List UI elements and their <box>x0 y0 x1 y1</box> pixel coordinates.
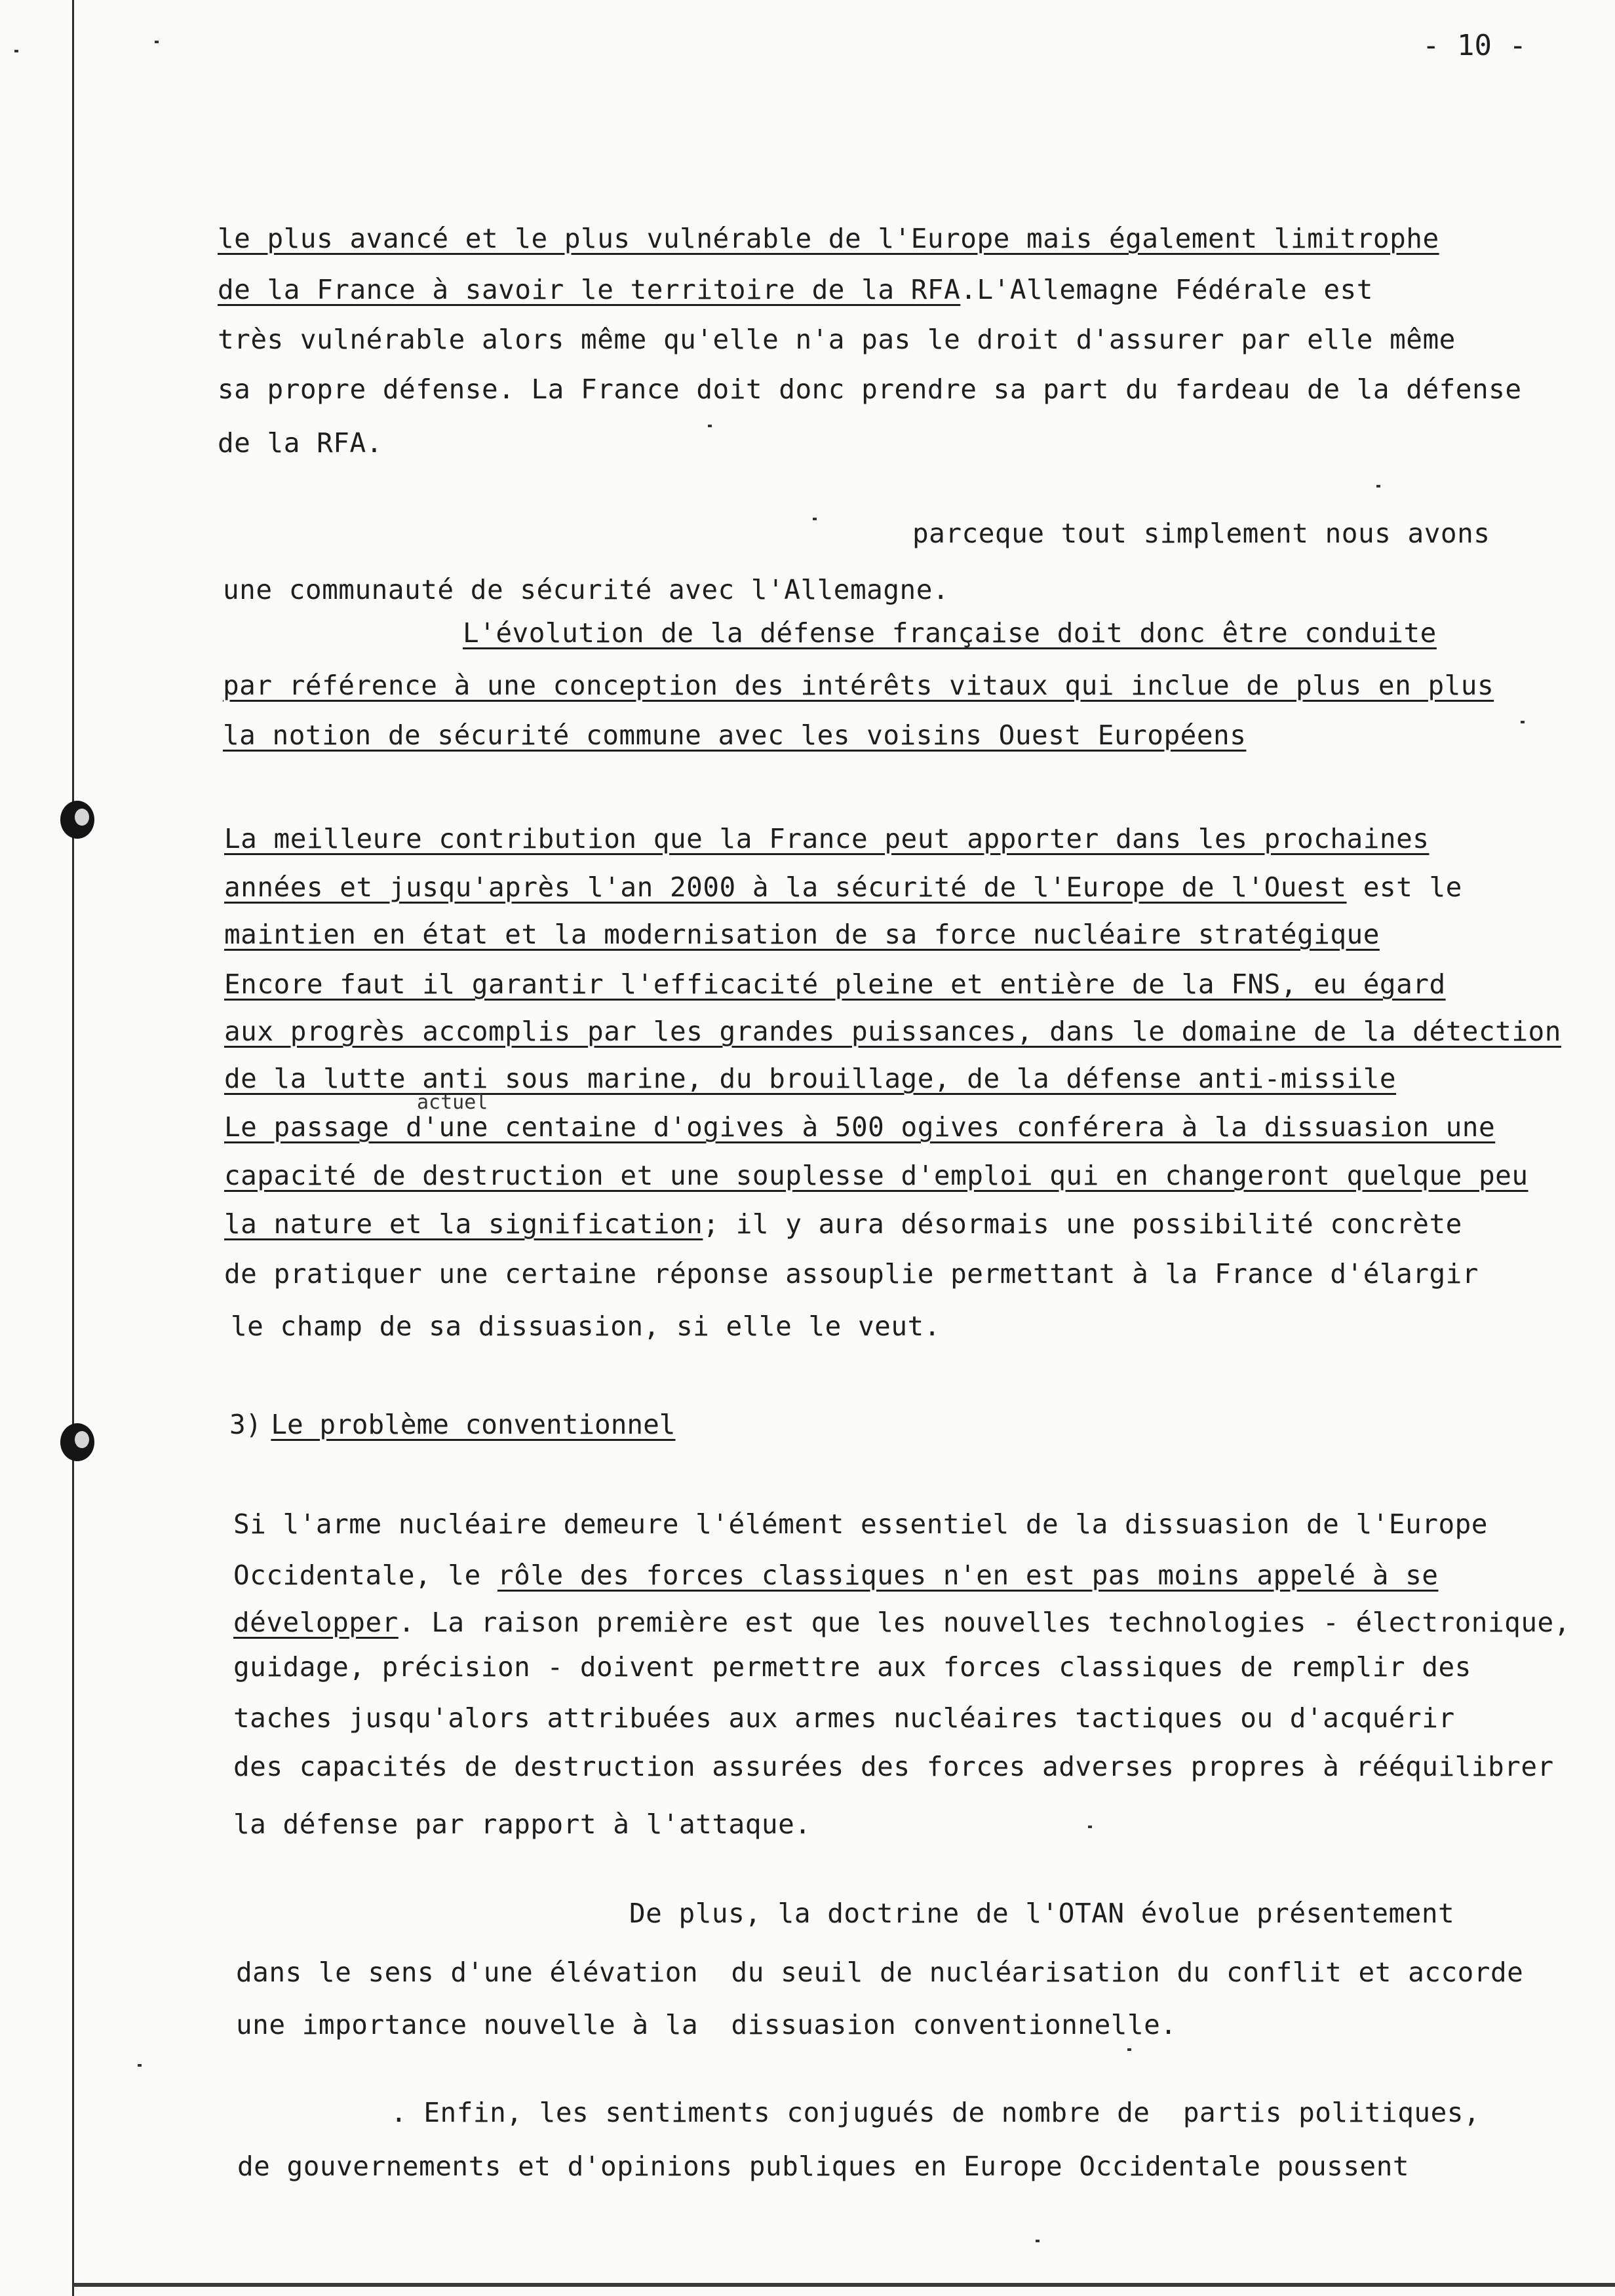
text-line: L'évolution de la défense française doit donc être conduite <box>463 617 1437 649</box>
text-line <box>233 1559 1438 1591</box>
text-line: capacité de destruction et une souplesse d'emploi qui en changeront quelque peu <box>224 1160 1528 1191</box>
text-line: maintien en état et la modernisation de sa force nucléaire stratégique <box>224 919 1380 950</box>
section-title: Le problème conventionnel <box>271 1409 676 1440</box>
text-line <box>224 871 1462 903</box>
text-line: Le passage d'une centaine d'ogives à 500 ogives conférera à la dissuasion une <box>224 1111 1496 1143</box>
text-line: de pratiquer une certaine réponse assouplie permettant à la France d'élargir <box>224 1258 1479 1290</box>
text-line: guidage, précision - doivent permettre aux forces classiques de remplir des <box>233 1651 1471 1683</box>
text-line: de la RFA. <box>218 427 383 459</box>
text-line: aux progrès accomplis par les grandes puissances, dans le domaine de la détection <box>224 1016 1561 1047</box>
text-line: parceque tout simplement nous avons <box>912 518 1490 549</box>
text-line: de gouvernements et d'opinions publiques en Europe Occidentale poussent <box>237 2151 1410 2182</box>
text-line: dans le sens d'une élévation du seuil de nucléarisation du conflit et accorde <box>236 1957 1524 1988</box>
text-line: la défense par rapport à l'attaque. <box>233 1808 811 1840</box>
scan-speck <box>14 50 18 52</box>
page-number: - 10 - <box>1422 29 1527 62</box>
scan-speck <box>813 518 817 520</box>
text-line: sa propre défense. La France doit donc prendre sa part du fardeau de la défense <box>218 373 1522 405</box>
bottom-rule <box>73 2283 1615 2287</box>
scan-speck <box>138 2064 142 2067</box>
text-line: de la lutte anti sous marine, du brouillage, de la défense anti-missile <box>224 1063 1397 1094</box>
text-span: la nature et la signification <box>224 1208 703 1240</box>
text-line: des capacités de destruction assurées des forces adverses propres à rééquilibrer <box>233 1751 1554 1782</box>
scan-speck <box>1088 1826 1092 1828</box>
punch-hole-lower <box>60 1423 94 1461</box>
scan-speck <box>1036 2240 1040 2242</box>
text-line: la notion de sécurité commune avec les voisins Ouest Européens <box>223 719 1247 751</box>
text-line: La meilleure contribution que la France peut apporter dans les prochaines <box>224 823 1430 854</box>
text-line: le champ de sa dissuasion, si elle le veut. <box>231 1311 941 1342</box>
text-line: De plus, la doctrine de l'OTAN évolue présentement <box>629 1898 1455 1929</box>
text-span: Occidentale, le <box>233 1559 497 1591</box>
scan-speck <box>1376 485 1380 488</box>
scan-speck <box>1521 721 1525 723</box>
text-span: développer <box>233 1607 399 1638</box>
text-line: taches jusqu'alors attribuées aux armes nucléaires tactiques ou d'acquérir <box>233 1702 1455 1734</box>
text-line: Si l'arme nucléaire demeure l'élément essentiel de la dissuasion de l'Europe <box>233 1508 1488 1540</box>
text-line: très vulnérable alors même qu'elle n'a pas le droit d'assurer par elle même <box>218 324 1456 355</box>
text-line: une importance nouvelle à la dissuasion conventionnelle. <box>236 2009 1177 2040</box>
text-span: ; il y aura désormais une possibilité concrète <box>703 1208 1462 1240</box>
text-span: de la France à savoir le territoire de la RFA <box>218 274 961 305</box>
text-line <box>218 274 1373 305</box>
text-span: .L'Allemagne Fédérale est <box>960 274 1373 305</box>
scan-speck <box>708 425 712 427</box>
text-line: par référence à une conception des intérêts vitaux qui inclue de plus en plus <box>223 670 1494 701</box>
section-heading <box>229 1409 675 1440</box>
text-line: une communauté de sécurité avec l'Allemagne. <box>223 574 950 605</box>
text-span: rôle des forces classiques n'en est pas moins appelé à se <box>497 1559 1439 1591</box>
text-span: . La raison première est que les nouvelles technologies - électronique, <box>398 1607 1570 1638</box>
text-line <box>233 1607 1570 1638</box>
section-number: 3) <box>229 1409 262 1440</box>
punch-hole-upper <box>60 801 94 839</box>
scan-speck <box>1127 2048 1131 2051</box>
text-line: le plus avancé et le plus vulnérable de l'Europe mais également limitrophe <box>218 223 1439 254</box>
page-left-edge <box>72 0 74 2296</box>
text-line <box>224 1208 1462 1240</box>
text-span: est le <box>1363 871 1462 903</box>
scan-speck <box>155 41 159 43</box>
text-line: Encore faut il garantir l'efficacité pleine et entière de la FNS, eu égard <box>224 968 1446 1000</box>
handwritten-annotation: actuel <box>417 1091 488 1114</box>
text-line: . Enfin, les sentiments conjugués de nombre de partis politiques, <box>391 2097 1481 2128</box>
text-span: années et jusqu'après l'an 2000 à la sécurité de l'Europe de l'Ouest <box>224 871 1347 903</box>
